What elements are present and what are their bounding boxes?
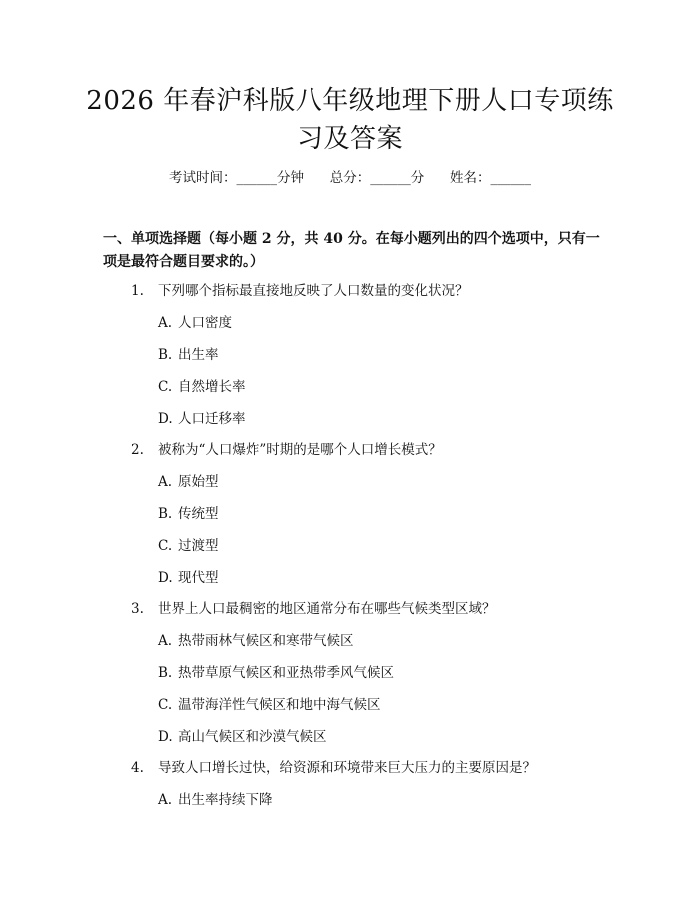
option-letter: B.	[158, 347, 173, 363]
option-letter: A.	[158, 792, 173, 808]
option-text: 传统型	[178, 506, 219, 522]
question-3	[131, 599, 496, 619]
question-1-option-a	[158, 313, 232, 333]
option-letter: A.	[158, 315, 173, 331]
option-text: 人口密度	[178, 315, 232, 331]
option-letter: D.	[158, 729, 173, 745]
question-2	[131, 440, 442, 460]
question-number: 1.	[131, 283, 144, 299]
section-heading: 一、单项选择题（每小题 2 分，共 40 分。在每小题列出的四个选项中，只有一项是最符合题目要求的。）	[103, 231, 600, 270]
option-letter: B.	[158, 665, 173, 681]
option-letter: B.	[158, 506, 173, 522]
question-text: 导致人口增长过快，给资源和环境带来巨大压力的主要原因是？	[158, 760, 536, 776]
option-text: 现代型	[178, 570, 219, 586]
option-letter: D.	[158, 570, 173, 586]
page-title: 2026 年春沪科版八年级地理下册人口专项练习及答案	[86, 86, 614, 154]
question-3-option-b	[158, 663, 394, 683]
question-2-option-d	[158, 568, 219, 588]
option-text: 过渡型	[178, 538, 219, 554]
question-2-option-a	[158, 472, 219, 492]
question-4	[131, 758, 536, 778]
option-letter: D.	[158, 411, 173, 427]
question-3-option-c	[158, 695, 381, 715]
option-text: 出生率持续下降	[178, 792, 273, 808]
option-text: 高山气候区和沙漠气候区	[178, 729, 327, 745]
question-3-option-a	[158, 631, 354, 651]
option-text: 温带海洋性气候区和地中海气候区	[178, 697, 381, 713]
question-2-option-b	[158, 504, 219, 524]
option-letter: C.	[158, 697, 173, 713]
option-text: 原始型	[178, 474, 219, 490]
option-text: 人口迁移率	[178, 411, 246, 427]
question-4-option-a	[158, 790, 273, 810]
question-3-option-d	[158, 727, 327, 747]
option-letter: A.	[158, 633, 173, 649]
exam-info-line: 考试时间：______分钟 总分：______分 姓名：______	[169, 170, 531, 186]
question-number: 3.	[131, 601, 144, 617]
option-text: 热带雨林气候区和寒带气候区	[178, 633, 354, 649]
option-text: 自然增长率	[178, 379, 246, 395]
question-number: 2.	[131, 442, 144, 458]
question-number: 4.	[131, 760, 144, 776]
question-text: 被称为“人口爆炸”时期的是哪个人口增长模式？	[158, 442, 442, 458]
question-1-option-d	[158, 409, 246, 429]
question-1	[131, 281, 469, 301]
question-1-option-c	[158, 377, 246, 397]
option-text: 热带草原气候区和亚热带季风气候区	[178, 665, 394, 681]
option-letter: A.	[158, 474, 173, 490]
question-text: 下列哪个指标最直接地反映了人口数量的变化状况？	[158, 283, 469, 299]
question-text: 世界上人口最稠密的地区通常分布在哪些气候类型区域？	[158, 601, 496, 617]
question-1-option-b	[158, 345, 219, 365]
option-text: 出生率	[178, 347, 219, 363]
option-letter: C.	[158, 538, 173, 554]
option-letter: C.	[158, 379, 173, 395]
question-2-option-c	[158, 536, 219, 556]
